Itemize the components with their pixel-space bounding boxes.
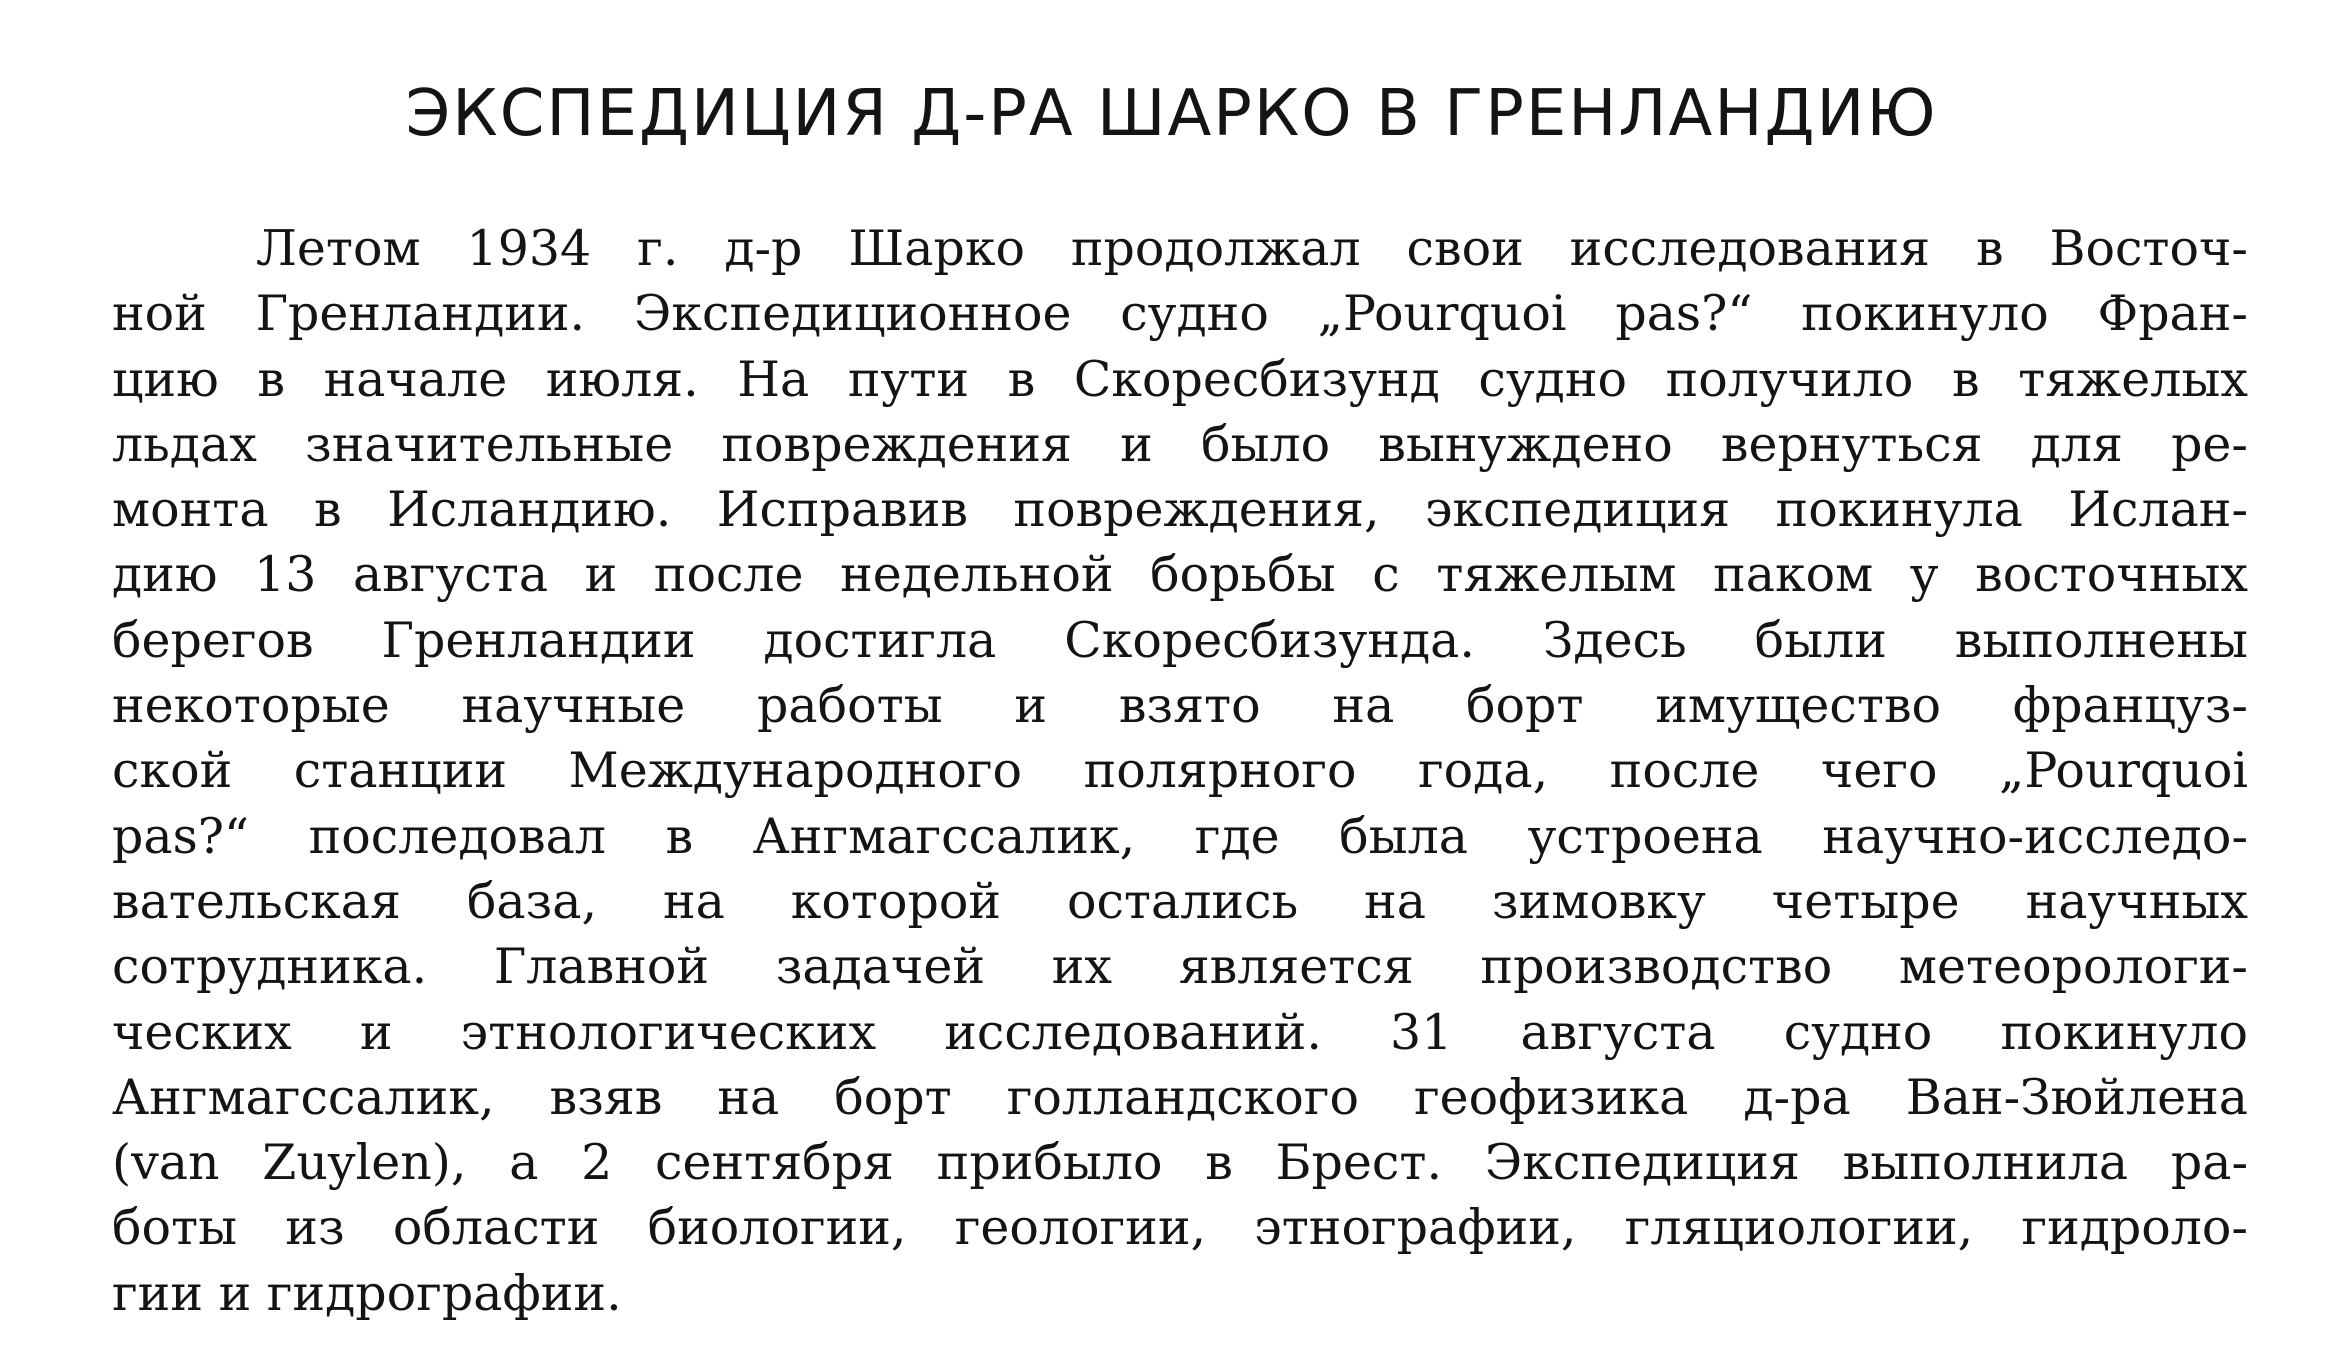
body-line: сотрудника. Главной задачей их является производство метеорологи- <box>112 938 2248 996</box>
body-line: ской станции Международного полярного года, после чего „Pourquoi <box>112 742 2248 800</box>
body-line: боты из области биологии, геологии, этнографии, гляциологии, гидроло- <box>112 1199 2248 1257</box>
body-line: ческих и этнологических исследований. 31 августа судно покинуло <box>112 1003 2248 1061</box>
body-line: монта в Исландию. Исправив повреждения, экспедиция покинула Ислан- <box>112 481 2248 539</box>
body-line: ной Гренландии. Экспедиционное судно „Pourquoi pas?“ покинуло Фран- <box>112 285 2248 343</box>
body-line: Летом 1934 г. д-р Шарко продолжал свои исследования в Восточ- <box>256 220 2248 277</box>
article-title: ЭКСПЕДИЦИЯ Д-РА ШАРКО В ГРЕНЛАНДИЮ <box>405 77 1938 151</box>
body-line: льдах значительные повреждения и было вынуждено вернуться для ре- <box>112 415 2248 473</box>
body-line: (van Zuylen), а 2 сентября прибыло в Брест. Экспедиция выполнила ра- <box>112 1134 2248 1192</box>
body-line: дию 13 августа и после недельной борьбы с тяжелым паком у восточных <box>112 546 2248 604</box>
article-body <box>112 216 2248 1326</box>
body-line: Ангмагссалик, взяв на борт голландского геофизика д-ра Ван-Зюйлена <box>112 1068 2248 1126</box>
body-line: гии и гидрографии. <box>112 1264 622 1322</box>
body-line: pas?“ последовал в Ангмагссалик, где была устроена научно-исследо- <box>112 807 2248 865</box>
body-line: некоторые научные работы и взято на борт имущество француз- <box>112 677 2248 735</box>
body-line: берегов Гренландии достигла Скоресбизунда. Здесь были выполнены <box>112 611 2248 669</box>
body-line: вательская база, на которой остались на зимовку четыре научных <box>112 872 2248 930</box>
body-line: цию в начале июля. На пути в Скоресбизунд судно получило в тяжелых <box>112 350 2248 408</box>
